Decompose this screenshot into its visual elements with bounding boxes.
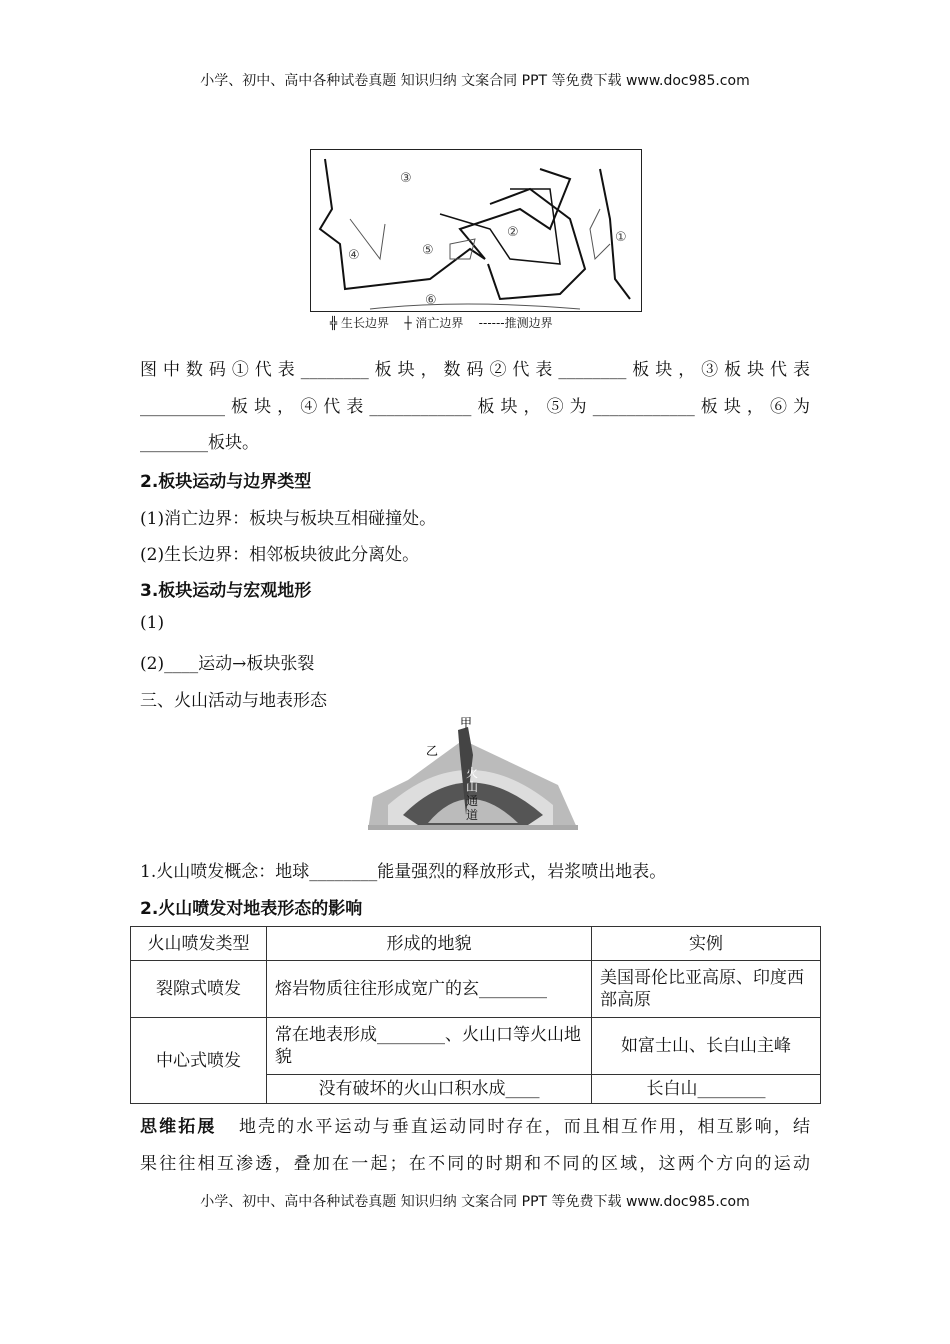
plate-map (310, 149, 642, 312)
legend-inferred: ------推测边界 (478, 316, 553, 330)
table-row: 中心式喷发 常在地表形成________、火山口等火山地貌 如富士山、长白山主峰 (131, 1018, 821, 1075)
svg-text:道: 道 (466, 808, 479, 822)
plate-label-1: ① (615, 230, 627, 245)
question-line: ________板块。 (140, 433, 259, 453)
legend-growth: ╬ 生长边界 (330, 316, 390, 330)
think-line: 思维拓展 地壳的水平运动与垂直运动同时存在，而且相互作用，相互影响，结 (140, 1117, 810, 1137)
paragraph: (2)生长边界：相邻板块彼此分离处。 (140, 545, 420, 565)
paragraph: (2)____运动→板块张裂 (140, 654, 315, 674)
label-yi: 乙 (426, 744, 439, 758)
section-heading: 3.板块运动与宏观地形 (140, 581, 312, 601)
paragraph: (1) (140, 613, 165, 633)
table-header: 形成的地貌 (267, 927, 592, 961)
svg-text:山: 山 (466, 780, 479, 794)
section-heading: 2.火山喷发对地表形态的影响 (140, 899, 363, 919)
channel-label (466, 765, 478, 822)
svg-text:火: 火 (466, 766, 479, 780)
question-line: 图中数码①代表________板块，数码②代表________板块，③板块代表 (140, 360, 810, 380)
think-line: 果往往相互渗透，叠加在一起；在不同的时期和不同的区域，这两个方向的运动 (140, 1154, 810, 1174)
plate-label-6: ⑥ (425, 293, 437, 308)
plate-label-2: ② (507, 225, 519, 240)
question-line: __________板块，④代表____________板块，⑤为____________板块，⑥为 (140, 397, 810, 417)
page-header: 小学、初中、高中各种试卷真题 知识归纳 文案合同 PPT 等免费下载 www.doc985.com (200, 73, 750, 89)
plate-label-5: ⑤ (422, 243, 434, 258)
table-row: 裂隙式喷发 熔岩物质往往形成宽广的玄________ 美国哥伦比亚高原、印度西部高原 (131, 961, 821, 1018)
section-heading: 三、火山活动与地表形态 (140, 691, 327, 711)
volcano-table (130, 926, 821, 1104)
svg-text:通: 通 (466, 794, 479, 808)
table-header: 实例 (592, 927, 821, 961)
volcano-diagram (368, 715, 578, 833)
section-heading: 2.板块运动与边界类型 (140, 472, 312, 492)
paragraph: 1.火山喷发概念：地球________能量强烈的释放形式，岩浆喷出地表。 (140, 862, 667, 882)
map-legend (330, 314, 553, 331)
table-header: 火山喷发类型 (131, 927, 267, 961)
page-footer: 小学、初中、高中各种试卷真题 知识归纳 文案合同 PPT 等免费下载 www.doc985.com (200, 1194, 750, 1210)
plate-label-4: ④ (348, 248, 360, 263)
legend-subduction: ┼ 消亡边界 (404, 316, 464, 330)
paragraph: (1)消亡边界：板块与板块互相碰撞处。 (140, 509, 437, 529)
table-row: 没有破坏的火山口积水成____ 长白山________ (131, 1075, 821, 1104)
label-jia: 甲 (460, 716, 473, 730)
plate-label-3: ③ (400, 171, 412, 186)
